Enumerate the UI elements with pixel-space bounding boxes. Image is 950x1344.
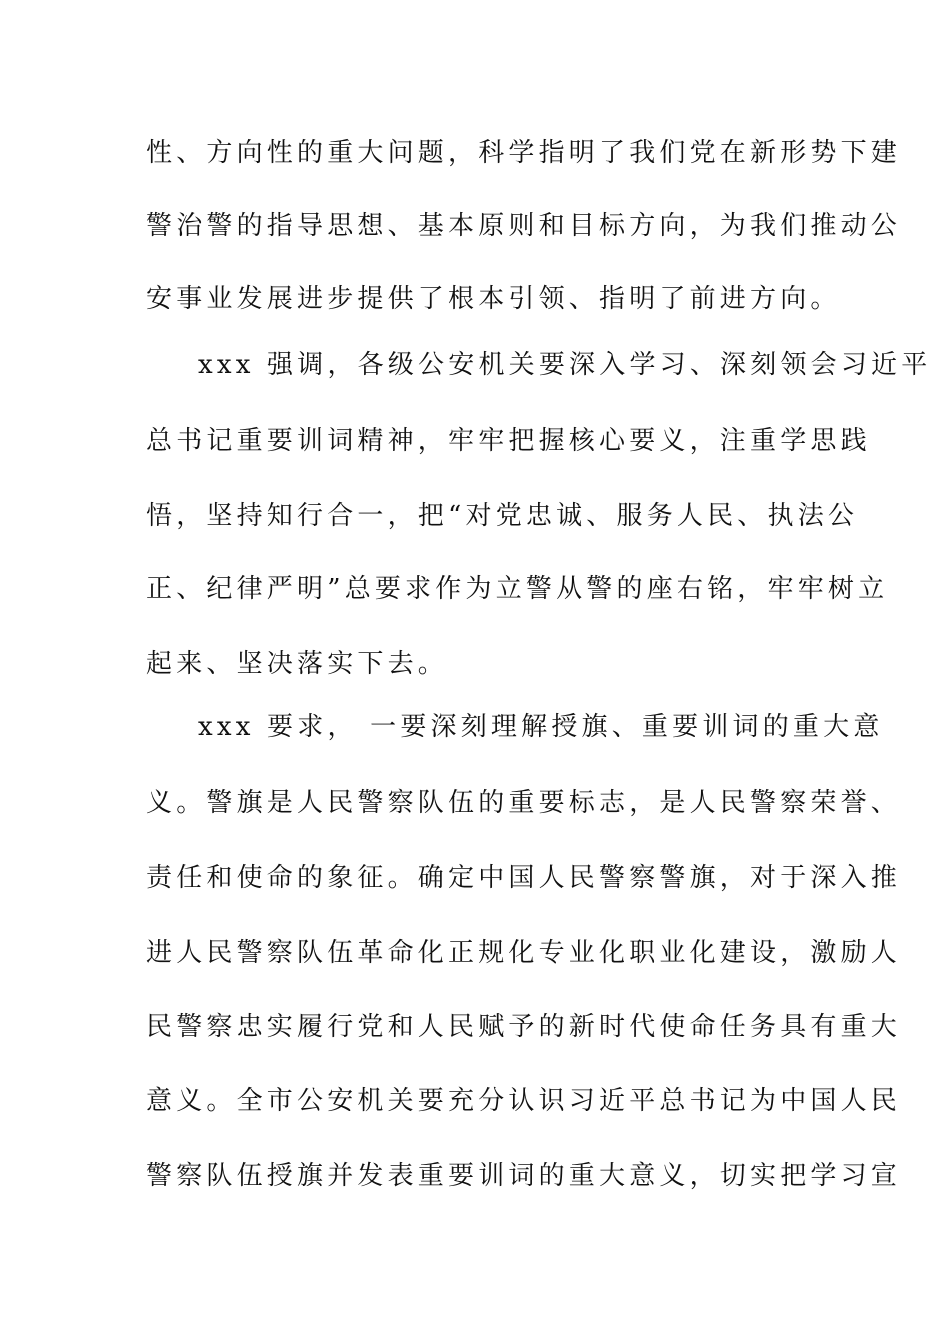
paragraph-start-line: xxx 要求， 一要深刻理解授旗、重要训词的重大意 [198,712,884,742]
text-line: 意义。全市公安机关要充分认识习近平总书记为中国人民 [146,1086,902,1116]
text-line: 起来、坚决落实下去。 [146,649,449,679]
text-line: 警察队伍授旗并发表重要训词的重大意义，切实把学习宣 [146,1161,902,1191]
text-line: 进人民警察队伍革命化正规化专业化职业化建设，激励人 [146,938,902,968]
text-line: 总书记重要训词精神，牢牢把握核心要义，注重学思践 [146,426,871,456]
paragraph-start-line: xxx 强调，各级公安机关要深入学习、深刻领会习近平 [198,350,932,380]
text-line: 民警察忠实履行党和人民赋予的新时代使命任务具有重大 [146,1012,902,1042]
text-line: 义。警旗是人民警察队伍的重要标志，是人民警察荣誉、 [146,788,902,818]
text-line: 警治警的指导思想、基本原则和目标方向，为我们推动公 [146,211,902,241]
text-line: 责任和使命的象征。确定中国人民警察警旗，对于深入推 [146,863,902,893]
text-line: 性、方向性的重大问题，科学指明了我们党在新形势下建 [146,138,902,168]
text-line: 正、纪律严明”总要求作为立警从警的座右铭，牢牢树立 [146,574,889,604]
text-line: 悟，坚持知行合一，把“对党忠诚、服务人民、执法公 [146,501,859,531]
text-line: 安事业发展进步提供了根本引领、指明了前进方向。 [146,284,841,314]
